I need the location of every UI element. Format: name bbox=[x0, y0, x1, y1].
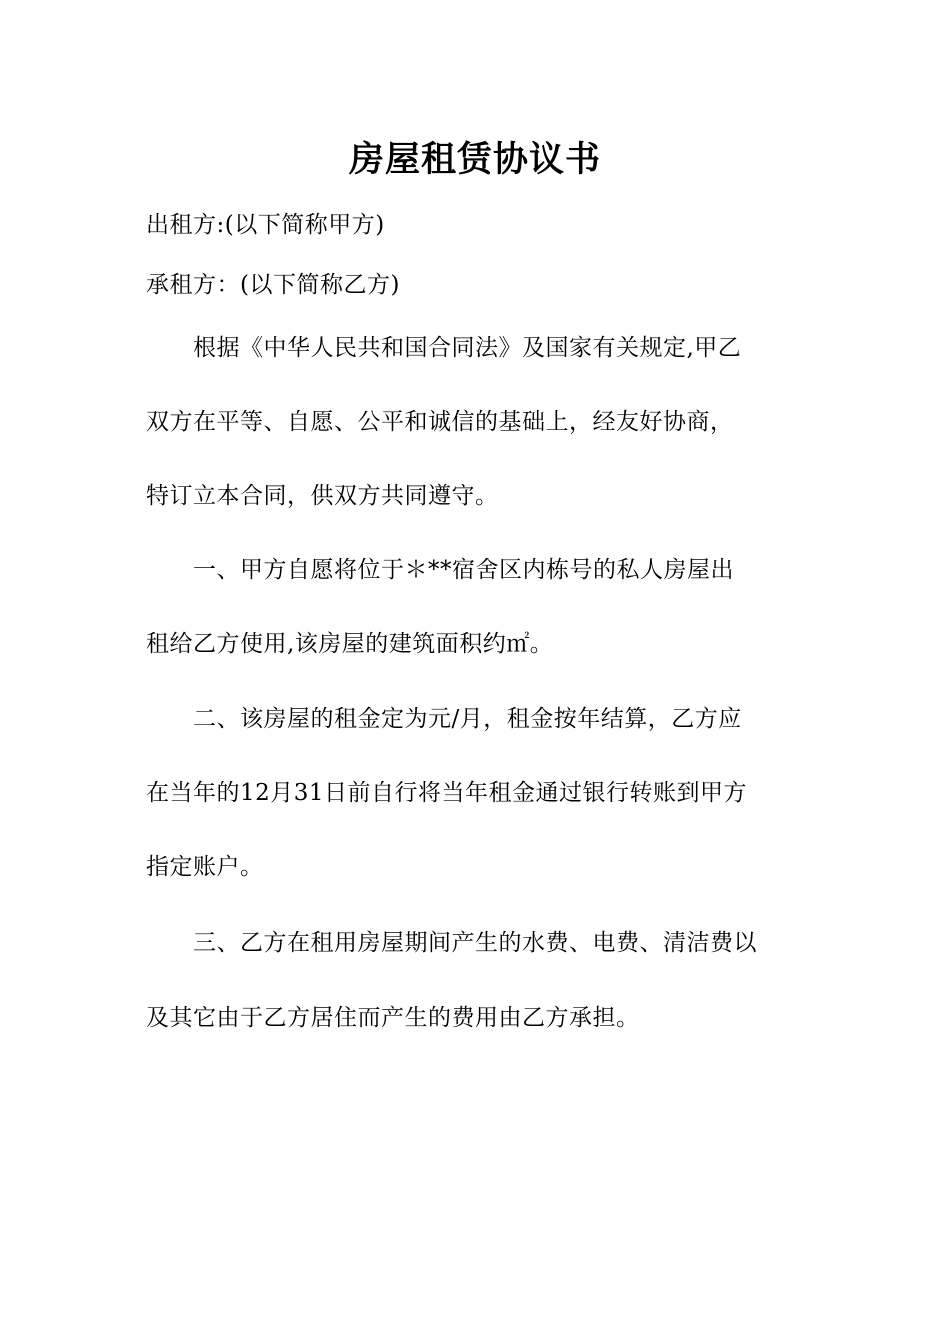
document-title: 房屋租赁协议书 bbox=[348, 139, 601, 180]
intro-line-2: 双方在平等、自愿、公平和诚信的基础上，经友好协商， bbox=[146, 409, 734, 435]
lessor-line: 出租方:(以下简称甲方) bbox=[146, 212, 385, 238]
clause-1-line-2: 租给乙方使用,该房屋的建筑面积约㎡。 bbox=[146, 631, 554, 657]
intro-line-1: 根据《中华人民共和国合同法》及国家有关规定,甲乙 bbox=[146, 335, 742, 361]
intro-line-3: 特订立本合同，供双方共同遵守。 bbox=[146, 483, 499, 509]
clause-2-line-3: 指定账户。 bbox=[146, 854, 264, 880]
lessee-line: 承租方：(以下简称乙方) bbox=[146, 272, 400, 298]
clause-3-line-2: 及其它由于乙方居住而产生的费用由乙方承担。 bbox=[146, 1005, 640, 1031]
clause-1-line-1: 一、甲方自愿将位于＊**宿舍区内栋号的私人房屋出 bbox=[146, 557, 734, 583]
clause-2-line-2: 在当年的12月31日前自行将当年租金通过银行转账到甲方 bbox=[146, 780, 748, 806]
clause-3-line-1: 三、乙方在租用房屋期间产生的水费、电费、清洁费以 bbox=[146, 930, 757, 956]
clause-2-line-1: 二、该房屋的租金定为元/月，租金按年结算，乙方应 bbox=[146, 706, 742, 732]
